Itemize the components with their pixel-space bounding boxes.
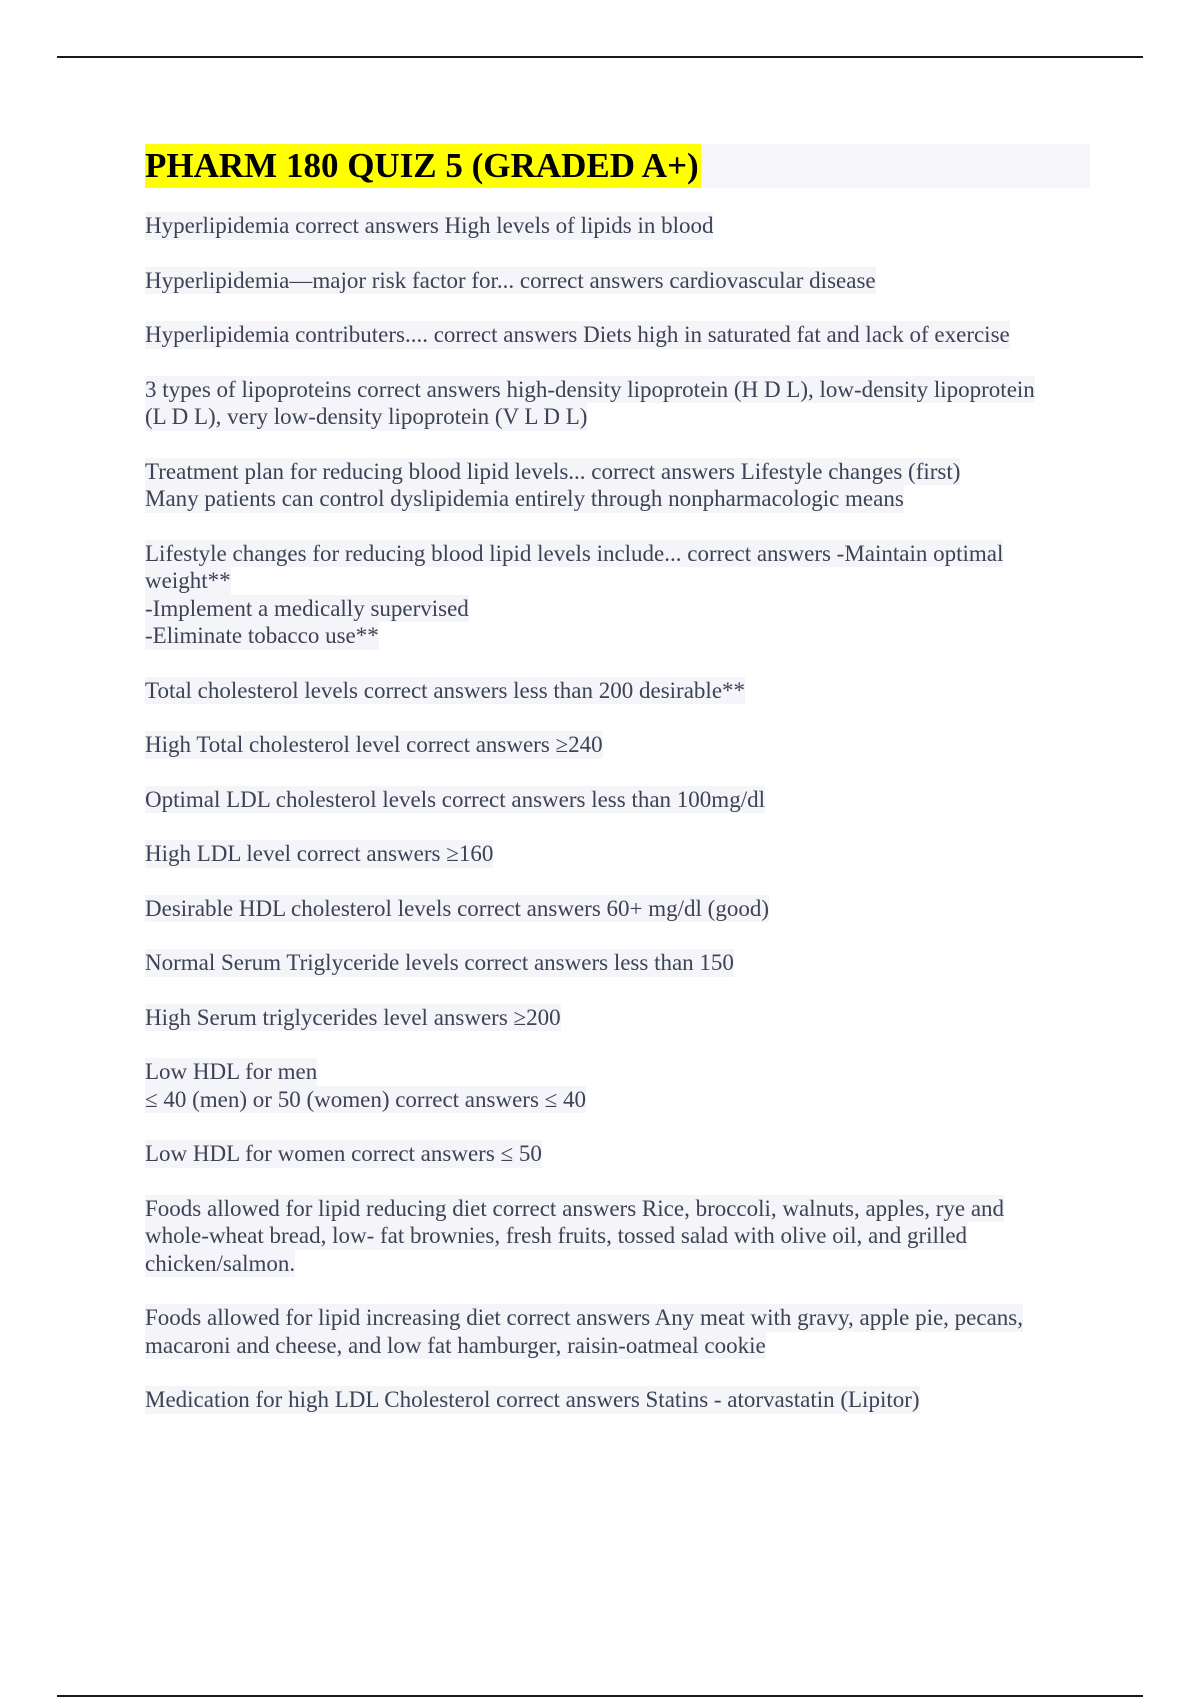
qa-entry-line: -Implement a medically supervised	[145, 595, 469, 621]
qa-entry-line: chicken/salmon.	[145, 1250, 296, 1276]
qa-entry-line: Hyperlipidemia correct answers High levels of lipids in blood	[145, 213, 714, 238]
qa-entry-line: High Total cholesterol level correct answers ≥240	[145, 732, 603, 757]
qa-list	[145, 212, 1090, 1414]
qa-entry	[145, 376, 1090, 431]
qa-entry-line: Hyperlipidemia contributers.... correct answers Diets high in saturated fat and lack of exercise	[145, 322, 1010, 347]
qa-entry-line: Normal Serum Triglyceride levels correct answers less than 150	[145, 950, 734, 975]
qa-entry-line: 3 types of lipoproteins correct answers high-density lipoprotein (H D L), low-density lipoprotein	[145, 376, 1035, 402]
qa-entry-line: Desirable HDL cholesterol levels correct answers 60+ mg/dl (good)	[145, 895, 769, 921]
qa-entry-line: Hyperlipidemia—major risk factor for... correct answers cardiovascular disease	[145, 267, 876, 293]
qa-entry	[145, 840, 1090, 868]
qa-entry-line: Optimal LDL cholesterol levels correct answers less than 100mg/dl	[145, 786, 765, 812]
footer-rule	[57, 1695, 1143, 1697]
title-row	[145, 144, 1090, 188]
qa-entry-line: weight**	[145, 568, 231, 593]
qa-entry	[145, 1004, 1090, 1032]
qa-entry-line: -Eliminate tobacco use**	[145, 623, 379, 648]
qa-entry-line: Treatment plan for reducing blood lipid levels... correct answers Lifestyle changes (first)	[145, 458, 961, 484]
header-rule	[57, 56, 1143, 58]
qa-entry-line: High LDL level correct answers ≥160	[145, 841, 494, 866]
qa-entry-line: High Serum triglycerides level answers ≥200	[145, 1004, 561, 1030]
qa-entry-line: Foods allowed for lipid reducing diet correct answers Rice, broccoli, walnuts, apples, rye and	[145, 1195, 1005, 1221]
qa-entry-line: Low HDL for women correct answers ≤ 50	[145, 1141, 542, 1166]
qa-entry	[145, 1140, 1090, 1168]
document-body	[145, 144, 1090, 1441]
qa-entry-line: Foods allowed for lipid increasing diet correct answers Any meat with gravy, apple pie, pecans,	[145, 1305, 1023, 1330]
qa-entry	[145, 677, 1090, 705]
qa-entry-line: (L D L), very low-density lipoprotein (V L D L)	[145, 404, 588, 429]
qa-entry-line: Lifestyle changes for reducing blood lipid levels include... correct answers -Maintain optimal	[145, 540, 1004, 566]
qa-entry-line: ≤ 40 (men) or 50 (women) correct answers ≤ 40	[145, 1086, 587, 1112]
qa-entry	[145, 1058, 1090, 1113]
qa-entry-line: Medication for high LDL Cholesterol correct answers Statins - atorvastatin (Lipitor)	[145, 1387, 920, 1412]
qa-entry	[145, 731, 1090, 759]
qa-entry-line: whole-wheat bread, low- fat brownies, fresh fruits, tossed salad with olive oil, and grilled	[145, 1223, 968, 1248]
qa-entry	[145, 212, 1090, 240]
qa-entry	[145, 1304, 1090, 1359]
qa-entry-line: Total cholesterol levels correct answers less than 200 desirable**	[145, 677, 746, 703]
qa-entry-line: macaroni and cheese, and low fat hamburger, raisin-oatmeal cookie	[145, 1332, 766, 1358]
qa-entry	[145, 540, 1090, 650]
qa-entry	[145, 267, 1090, 295]
qa-entry	[145, 1386, 1090, 1414]
document-title: PHARM 180 QUIZ 5 (GRADED A+)	[145, 144, 701, 188]
qa-entry	[145, 458, 1090, 513]
qa-entry	[145, 786, 1090, 814]
qa-entry-line: Low HDL for men	[145, 1059, 318, 1084]
qa-entry	[145, 895, 1090, 923]
qa-entry	[145, 1195, 1090, 1278]
qa-entry	[145, 949, 1090, 977]
qa-entry-line: Many patients can control dyslipidemia entirely through nonpharmacologic means	[145, 486, 904, 511]
qa-entry	[145, 321, 1090, 349]
